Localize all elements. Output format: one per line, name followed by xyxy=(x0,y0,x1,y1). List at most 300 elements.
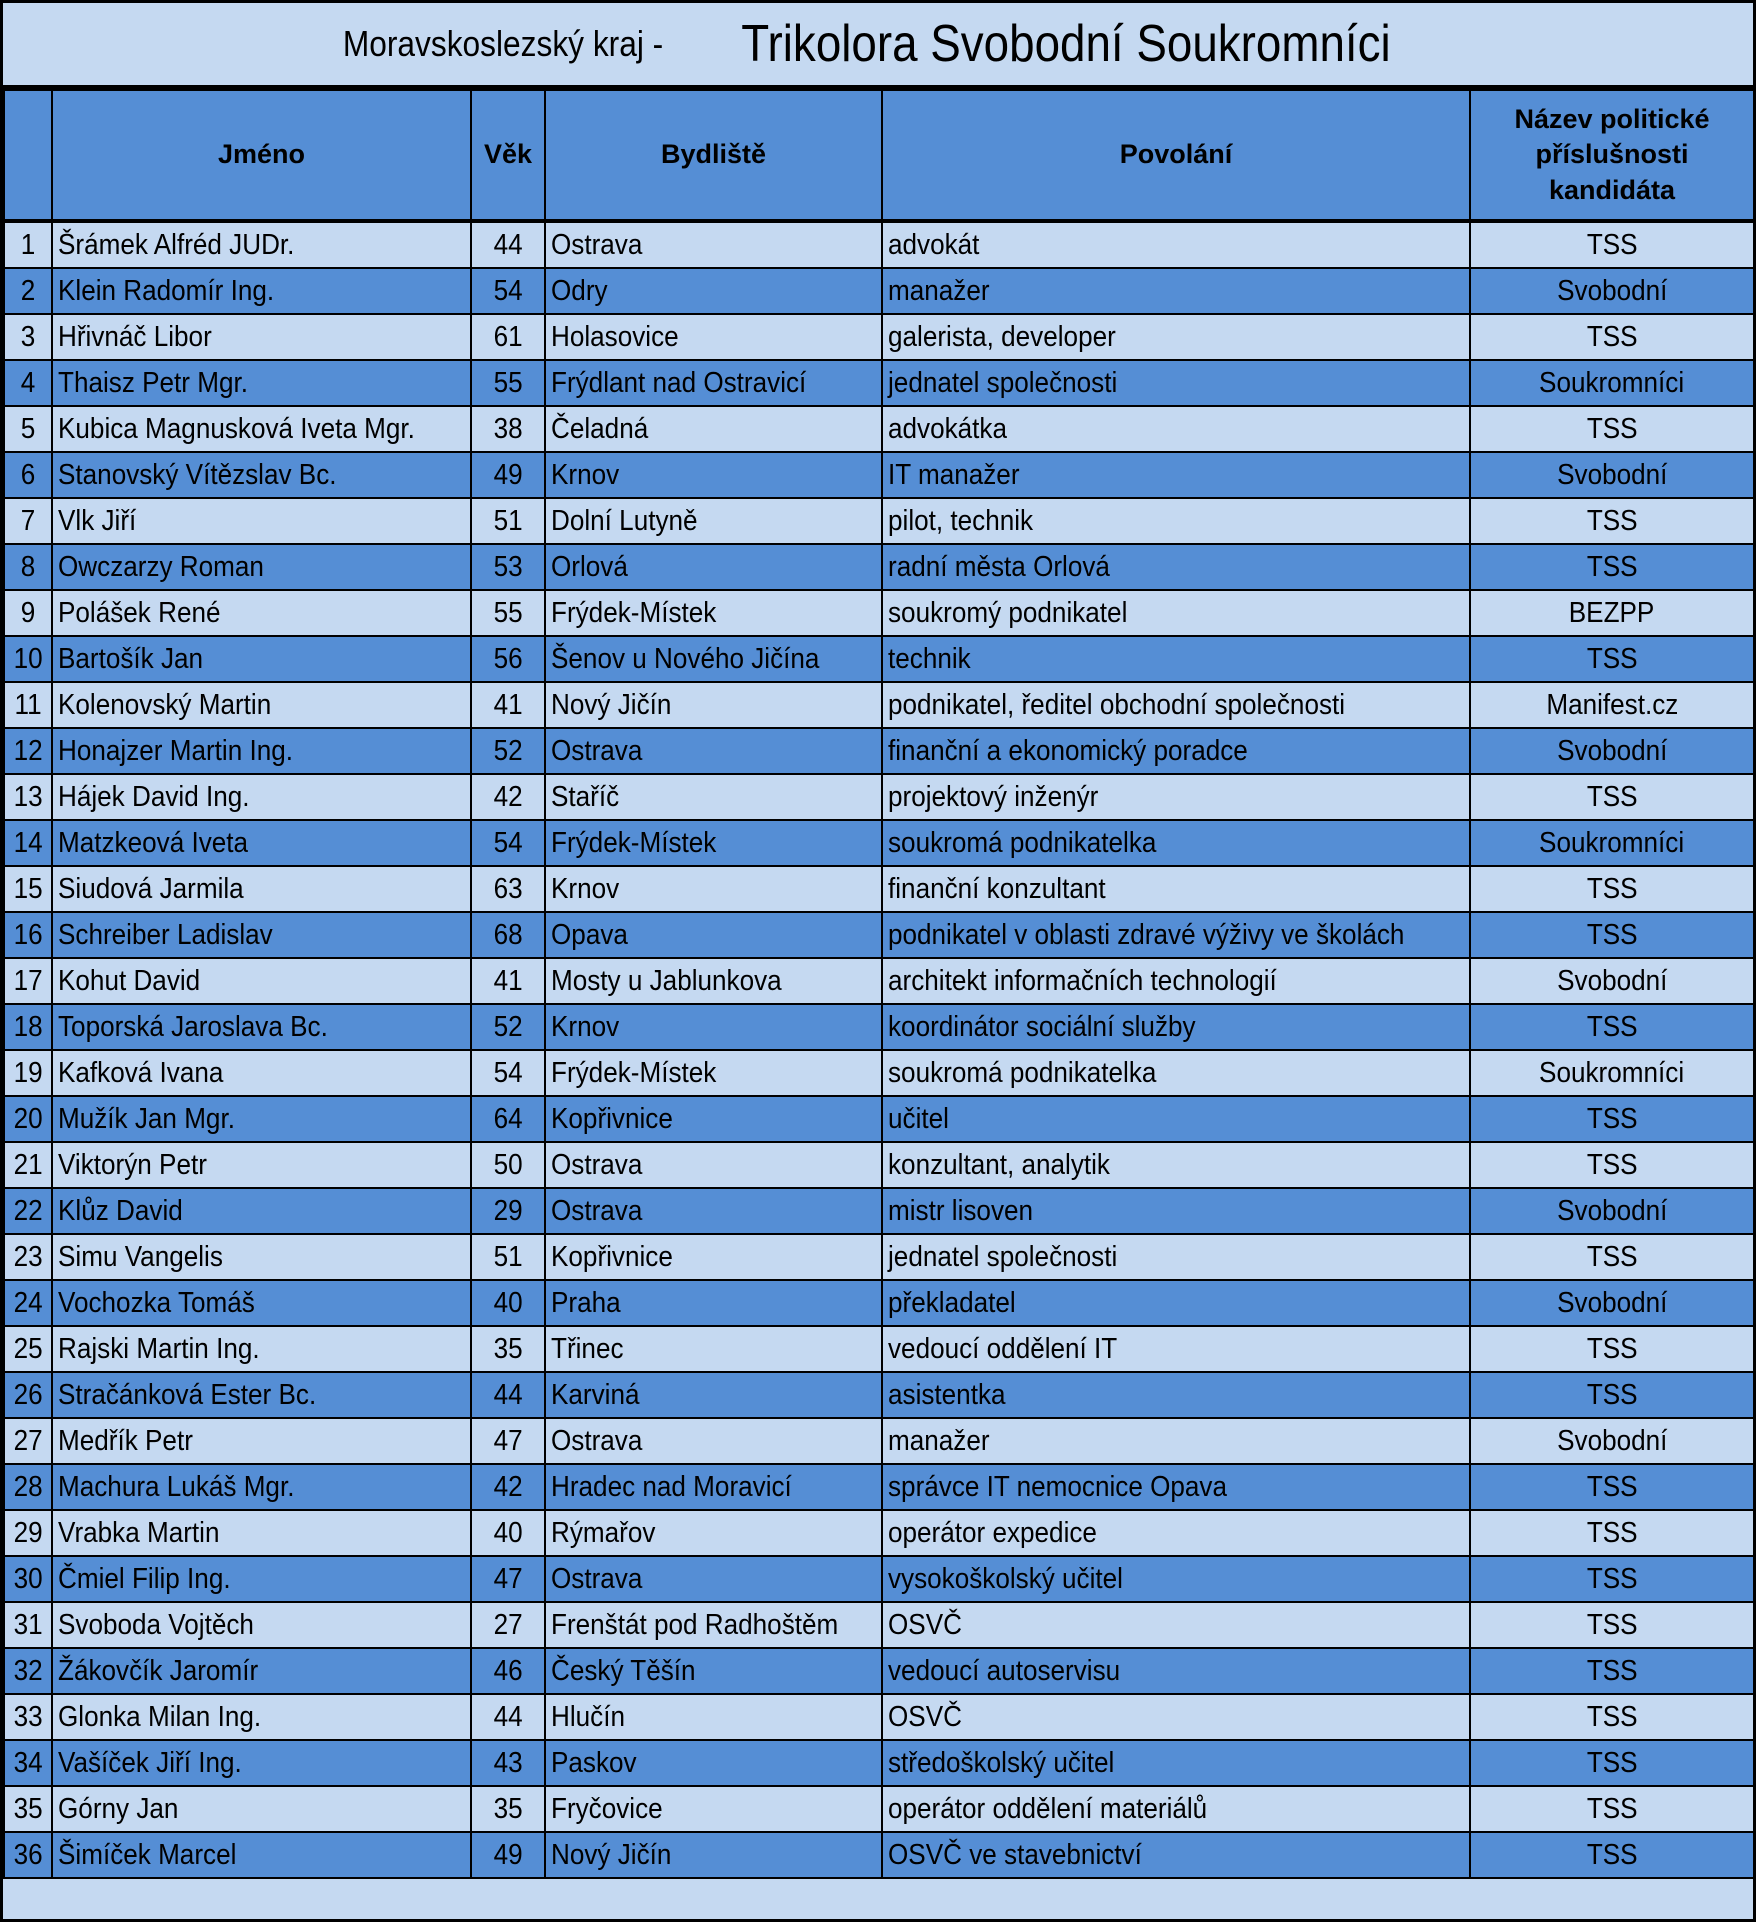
cell-party-text: TSS xyxy=(1586,1102,1638,1135)
cell-occupation xyxy=(882,590,1470,636)
cell-residence-text: Šenov u Nového Jičína xyxy=(551,642,820,675)
cell-residence-text: Karviná xyxy=(551,1378,640,1411)
cell-party-text: TSS xyxy=(1586,504,1638,537)
cell-occupation-text: mistr lisoven xyxy=(888,1194,1034,1227)
table-row xyxy=(4,682,1754,728)
cell-occupation-text: galerista, developer xyxy=(888,320,1116,353)
cell-party xyxy=(1470,544,1754,590)
cell-residence xyxy=(545,1786,882,1832)
cell-party-text: TSS xyxy=(1586,1148,1638,1181)
cell-age-text: 54 xyxy=(493,1056,523,1089)
cell-residence xyxy=(545,1556,882,1602)
cell-name xyxy=(52,728,471,774)
cell-residence xyxy=(545,1740,882,1786)
cell-residence-text: Ostrava xyxy=(551,1562,643,1595)
cell-age xyxy=(471,682,545,728)
cell-number xyxy=(4,866,52,912)
cell-occupation-text: správce IT nemocnice Opava xyxy=(888,1470,1227,1503)
cell-party-text: TSS xyxy=(1586,1378,1638,1411)
cell-party xyxy=(1470,1418,1754,1464)
table-row xyxy=(4,590,1754,636)
cell-name xyxy=(52,221,471,268)
cell-occupation xyxy=(882,452,1470,498)
cell-name xyxy=(52,1648,471,1694)
cell-party xyxy=(1470,1372,1754,1418)
cell-residence xyxy=(545,1418,882,1464)
cell-occupation xyxy=(882,1096,1470,1142)
cell-age-text: 51 xyxy=(493,1240,523,1273)
cell-name-text: Klein Radomír Ing. xyxy=(58,274,275,307)
cell-party xyxy=(1470,1050,1754,1096)
cell-occupation xyxy=(882,1556,1470,1602)
cell-age xyxy=(471,1142,545,1188)
cell-age xyxy=(471,912,545,958)
cell-occupation-text: pilot, technik xyxy=(888,504,1034,537)
cell-occupation-text: manažer xyxy=(888,1424,990,1457)
title-region: Moravskoslezský kraj - xyxy=(342,23,664,64)
cell-age-text: 29 xyxy=(493,1194,523,1227)
cell-residence xyxy=(545,1096,882,1142)
cell-number xyxy=(4,1418,52,1464)
table-row xyxy=(4,912,1754,958)
cell-number-text: 27 xyxy=(13,1424,43,1457)
cell-age-text: 53 xyxy=(493,550,523,583)
cell-name-text: Svoboda Vojtěch xyxy=(58,1608,254,1641)
cell-age xyxy=(471,360,545,406)
cell-party xyxy=(1470,1510,1754,1556)
cell-number-text: 7 xyxy=(20,504,36,537)
cell-number-text: 15 xyxy=(13,872,43,905)
cell-number-text: 26 xyxy=(13,1378,43,1411)
cell-name-text: Hájek David Ing. xyxy=(58,780,250,813)
cell-age xyxy=(471,820,545,866)
cell-age-text: 55 xyxy=(493,366,523,399)
table-row xyxy=(4,1740,1754,1786)
cell-number-text: 24 xyxy=(13,1286,43,1319)
cell-number-text: 23 xyxy=(13,1240,43,1273)
cell-residence-text: Orlová xyxy=(551,550,628,583)
cell-occupation-text: IT manažer xyxy=(888,458,1020,491)
header-party: Název politické příslušnosti kandidáta xyxy=(1470,90,1754,221)
cell-name xyxy=(52,1464,471,1510)
cell-name xyxy=(52,958,471,1004)
cell-residence xyxy=(545,1004,882,1050)
cell-occupation-text: finanční konzultant xyxy=(888,872,1106,905)
cell-residence xyxy=(545,958,882,1004)
cell-residence xyxy=(545,1510,882,1556)
cell-age xyxy=(471,1188,545,1234)
cell-age xyxy=(471,452,545,498)
cell-age xyxy=(471,498,545,544)
table-row xyxy=(4,774,1754,820)
cell-number xyxy=(4,774,52,820)
cell-number-text: 10 xyxy=(13,642,43,675)
cell-party-text: TSS xyxy=(1586,918,1638,951)
cell-party xyxy=(1470,1096,1754,1142)
cell-name-text: Siudová Jarmila xyxy=(58,872,244,905)
cell-residence-text: Ostrava xyxy=(551,734,643,767)
table-row xyxy=(4,1372,1754,1418)
cell-name-text: Polášek René xyxy=(58,596,221,629)
cell-name-text: Šimíček Marcel xyxy=(58,1838,237,1871)
cell-occupation-text: finanční a ekonomický poradce xyxy=(888,734,1248,767)
cell-residence-text: Frýdlant nad Ostravicí xyxy=(551,366,807,399)
cell-party xyxy=(1470,452,1754,498)
cell-occupation xyxy=(882,1234,1470,1280)
cell-age-text: 42 xyxy=(493,780,523,813)
table-row xyxy=(4,958,1754,1004)
cell-party xyxy=(1470,1234,1754,1280)
header-age: Věk xyxy=(471,90,545,221)
cell-occupation xyxy=(882,1004,1470,1050)
cell-age xyxy=(471,1096,545,1142)
header-occupation: Povolání xyxy=(882,90,1470,221)
cell-occupation-text: advokátka xyxy=(888,412,1007,445)
cell-age-text: 52 xyxy=(493,1010,523,1043)
cell-occupation-text: advokát xyxy=(888,228,980,261)
cell-party xyxy=(1470,406,1754,452)
cell-party-text: TSS xyxy=(1586,1470,1638,1503)
cell-name-text: Schreiber Ladislav xyxy=(58,918,273,951)
cell-age-text: 47 xyxy=(493,1562,523,1595)
table-row xyxy=(4,360,1754,406)
cell-occupation-text: soukromá podnikatelka xyxy=(888,826,1157,859)
title-party: Trikolora Svobodní Soukromníci xyxy=(741,15,1391,73)
cell-occupation-text: technik xyxy=(888,642,971,675)
cell-name xyxy=(52,682,471,728)
cell-occupation-text: architekt informačních technologií xyxy=(888,964,1277,997)
cell-party xyxy=(1470,774,1754,820)
cell-occupation-text: operátor oddělení materiálů xyxy=(888,1792,1208,1825)
cell-residence xyxy=(545,544,882,590)
cell-number xyxy=(4,1004,52,1050)
table-row xyxy=(4,1556,1754,1602)
cell-residence-text: Nový Jičín xyxy=(551,688,672,721)
cell-number xyxy=(4,360,52,406)
cell-occupation xyxy=(882,1648,1470,1694)
cell-residence-text: Holasovice xyxy=(551,320,679,353)
cell-party xyxy=(1470,1786,1754,1832)
cell-number xyxy=(4,1464,52,1510)
cell-age-text: 46 xyxy=(493,1654,523,1687)
cell-residence-text: Krnov xyxy=(551,1010,620,1043)
cell-party xyxy=(1470,590,1754,636)
cell-name-text: Stanovský Vítězslav Bc. xyxy=(58,458,337,491)
cell-name-text: Žákovčík Jaromír xyxy=(58,1654,259,1687)
cell-party-text: Svobodní xyxy=(1556,1194,1668,1227)
table-row xyxy=(4,1648,1754,1694)
cell-party xyxy=(1470,268,1754,314)
cell-residence xyxy=(545,406,882,452)
cell-occupation-text: manažer xyxy=(888,274,990,307)
cell-number-text: 2 xyxy=(20,274,36,307)
cell-number xyxy=(4,314,52,360)
cell-party-text: TSS xyxy=(1586,1010,1638,1043)
cell-party xyxy=(1470,1188,1754,1234)
cell-residence xyxy=(545,1602,882,1648)
cell-residence-text: Hlučín xyxy=(551,1700,625,1733)
cell-party-text: TSS xyxy=(1586,1746,1638,1779)
cell-party-text: TSS xyxy=(1586,1838,1638,1871)
cell-name xyxy=(52,636,471,682)
cell-number xyxy=(4,1786,52,1832)
cell-occupation-text: jednatel společnosti xyxy=(888,366,1118,399)
cell-party-text: TSS xyxy=(1586,1240,1638,1273)
table-row xyxy=(4,221,1754,268)
cell-number xyxy=(4,406,52,452)
cell-name xyxy=(52,1602,471,1648)
cell-occupation-text: jednatel společnosti xyxy=(888,1240,1118,1273)
cell-party xyxy=(1470,1464,1754,1510)
table-row xyxy=(4,1188,1754,1234)
cell-name-text: Toporská Jaroslava Bc. xyxy=(58,1010,328,1043)
cell-number xyxy=(4,1694,52,1740)
cell-number-text: 36 xyxy=(13,1838,43,1871)
cell-party-text: TSS xyxy=(1586,1792,1638,1825)
cell-occupation xyxy=(882,820,1470,866)
cell-name-text: Vochozka Tomáš xyxy=(58,1286,255,1319)
cell-number-text: 5 xyxy=(20,412,36,445)
cell-age-text: 55 xyxy=(493,596,523,629)
cell-age-text: 63 xyxy=(493,872,523,905)
cell-residence xyxy=(545,1648,882,1694)
cell-name-text: Medřík Petr xyxy=(58,1424,193,1457)
cell-residence-text: Frýdek-Místek xyxy=(551,596,717,629)
cell-residence-text: Odry xyxy=(551,274,608,307)
table-row xyxy=(4,452,1754,498)
cell-age xyxy=(471,1832,545,1878)
cell-party-text: Svobodní xyxy=(1556,274,1668,307)
cell-age-text: 44 xyxy=(493,1700,523,1733)
cell-number-text: 19 xyxy=(13,1056,43,1089)
cell-number-text: 4 xyxy=(20,366,36,399)
cell-name xyxy=(52,1418,471,1464)
cell-residence-text: Krnov xyxy=(551,458,620,491)
table-row xyxy=(4,1510,1754,1556)
cell-occupation xyxy=(882,1694,1470,1740)
cell-name-text: Simu Vangelis xyxy=(58,1240,223,1273)
cell-number-text: 32 xyxy=(13,1654,43,1687)
cell-number xyxy=(4,268,52,314)
cell-residence xyxy=(545,912,882,958)
cell-age-text: 43 xyxy=(493,1746,523,1779)
cell-party xyxy=(1470,958,1754,1004)
cell-number xyxy=(4,452,52,498)
cell-number-text: 13 xyxy=(13,780,43,813)
cell-name-text: Owczarzy Roman xyxy=(58,550,264,583)
cell-number xyxy=(4,958,52,1004)
cell-age-text: 61 xyxy=(493,320,523,353)
cell-occupation-text: učitel xyxy=(888,1102,949,1135)
cell-party xyxy=(1470,1648,1754,1694)
cell-age xyxy=(471,1740,545,1786)
cell-residence xyxy=(545,1234,882,1280)
cell-age xyxy=(471,406,545,452)
cell-occupation-text: vedoucí autoservisu xyxy=(888,1654,1121,1687)
cell-number xyxy=(4,221,52,268)
cell-number xyxy=(4,1280,52,1326)
cell-age-text: 54 xyxy=(493,826,523,859)
header-residence: Bydliště xyxy=(545,90,882,221)
cell-age-text: 50 xyxy=(493,1148,523,1181)
cell-number xyxy=(4,1096,52,1142)
cell-party-text: Svobodní xyxy=(1556,964,1668,997)
cell-age-text: 27 xyxy=(493,1608,523,1641)
cell-name-text: Šrámek Alfréd JUDr. xyxy=(58,228,295,261)
table-row xyxy=(4,1050,1754,1096)
cell-name-text: Vašíček Jiří Ing. xyxy=(58,1746,242,1779)
cell-age xyxy=(471,268,545,314)
cell-age-text: 49 xyxy=(493,458,523,491)
cell-name xyxy=(52,590,471,636)
cell-residence xyxy=(545,1050,882,1096)
cell-occupation xyxy=(882,682,1470,728)
cell-age xyxy=(471,1234,545,1280)
cell-residence-text: Frenštát pod Radhoštěm xyxy=(551,1608,839,1641)
cell-occupation xyxy=(882,774,1470,820)
cell-name-text: Hřivnáč Libor xyxy=(58,320,212,353)
cell-number-text: 6 xyxy=(20,458,36,491)
cell-party xyxy=(1470,728,1754,774)
cell-residence-text: Čeladná xyxy=(551,412,649,445)
cell-party xyxy=(1470,1832,1754,1878)
cell-age-text: 51 xyxy=(493,504,523,537)
cell-residence-text: Opava xyxy=(551,918,628,951)
cell-age-text: 56 xyxy=(493,642,523,675)
cell-party xyxy=(1470,498,1754,544)
cell-name xyxy=(52,1096,471,1142)
cell-occupation-text: OSVČ ve stavebnictví xyxy=(888,1838,1142,1871)
cell-number-text: 17 xyxy=(13,964,43,997)
cell-name xyxy=(52,1832,471,1878)
cell-name xyxy=(52,314,471,360)
cell-name xyxy=(52,912,471,958)
cell-residence-text: Mosty u Jablunkova xyxy=(551,964,782,997)
cell-party xyxy=(1470,314,1754,360)
cell-party-text: TSS xyxy=(1586,320,1638,353)
cell-occupation xyxy=(882,1142,1470,1188)
cell-number xyxy=(4,1556,52,1602)
cell-number xyxy=(4,1142,52,1188)
cell-number-text: 8 xyxy=(20,550,36,583)
cell-name-text: Mužík Jan Mgr. xyxy=(58,1102,235,1135)
cell-residence xyxy=(545,314,882,360)
cell-residence xyxy=(545,774,882,820)
cell-occupation-text: asistentka xyxy=(888,1378,1006,1411)
cell-residence-text: Třinec xyxy=(551,1332,624,1365)
cell-residence-text: Fryčovice xyxy=(551,1792,663,1825)
cell-residence xyxy=(545,1372,882,1418)
cell-number-text: 21 xyxy=(13,1148,43,1181)
cell-residence xyxy=(545,1142,882,1188)
cell-name-text: Kubica Magnusková Iveta Mgr. xyxy=(58,412,415,445)
cell-occupation xyxy=(882,498,1470,544)
cell-occupation-text: podnikatel, ředitel obchodní společnosti xyxy=(888,688,1346,721)
cell-occupation-text: středoškolský učitel xyxy=(888,1746,1115,1779)
cell-name xyxy=(52,1372,471,1418)
table-row xyxy=(4,1234,1754,1280)
cell-occupation xyxy=(882,1740,1470,1786)
table-row xyxy=(4,1004,1754,1050)
cell-age xyxy=(471,1786,545,1832)
table-row xyxy=(4,636,1754,682)
cell-occupation-text: operátor expedice xyxy=(888,1516,1097,1549)
cell-occupation xyxy=(882,1372,1470,1418)
cell-name xyxy=(52,544,471,590)
cell-residence-text: Ostrava xyxy=(551,1194,643,1227)
table-header xyxy=(4,90,1754,221)
cell-number-text: 30 xyxy=(13,1562,43,1595)
cell-name-text: Klůz David xyxy=(58,1194,183,1227)
cell-name xyxy=(52,360,471,406)
header-name: Jméno xyxy=(52,90,471,221)
cell-age-text: 40 xyxy=(493,1286,523,1319)
cell-occupation xyxy=(882,728,1470,774)
cell-age xyxy=(471,544,545,590)
table-body xyxy=(4,221,1754,1878)
cell-number-text: 16 xyxy=(13,918,43,951)
cell-number xyxy=(4,590,52,636)
cell-name xyxy=(52,406,471,452)
cell-name xyxy=(52,774,471,820)
cell-occupation xyxy=(882,1786,1470,1832)
cell-number-text: 12 xyxy=(13,734,43,767)
cell-occupation xyxy=(882,221,1470,268)
cell-occupation xyxy=(882,1326,1470,1372)
cell-occupation-text: soukromý podnikatel xyxy=(888,596,1128,629)
cell-age xyxy=(471,1326,545,1372)
cell-party-text: TSS xyxy=(1586,642,1638,675)
cell-party-text: Svobodní xyxy=(1556,458,1668,491)
cell-number xyxy=(4,1326,52,1372)
cell-party xyxy=(1470,820,1754,866)
table-row xyxy=(4,406,1754,452)
table-row xyxy=(4,1326,1754,1372)
cell-party-text: TSS xyxy=(1586,1516,1638,1549)
cell-residence xyxy=(545,498,882,544)
cell-occupation-text: konzultant, analytik xyxy=(888,1148,1110,1181)
cell-number-text: 35 xyxy=(13,1792,43,1825)
cell-residence xyxy=(545,820,882,866)
cell-number-text: 22 xyxy=(13,1194,43,1227)
cell-name xyxy=(52,1556,471,1602)
cell-name-text: Čmiel Filip Ing. xyxy=(58,1562,231,1595)
cell-party xyxy=(1470,1142,1754,1188)
cell-residence xyxy=(545,360,882,406)
cell-name xyxy=(52,1740,471,1786)
cell-occupation xyxy=(882,866,1470,912)
cell-number-text: 34 xyxy=(13,1746,43,1779)
candidate-table xyxy=(3,89,1755,1879)
cell-age-text: 64 xyxy=(493,1102,523,1135)
cell-party-text: Svobodní xyxy=(1556,1286,1668,1319)
cell-age-text: 68 xyxy=(493,918,523,951)
cell-party xyxy=(1470,1602,1754,1648)
cell-party xyxy=(1470,360,1754,406)
cell-residence-text: Dolní Lutyně xyxy=(551,504,698,537)
table-row xyxy=(4,498,1754,544)
cell-party-text: TSS xyxy=(1586,1700,1638,1733)
cell-number xyxy=(4,1740,52,1786)
cell-residence xyxy=(545,268,882,314)
cell-party-text: TSS xyxy=(1586,1562,1638,1595)
cell-occupation xyxy=(882,1188,1470,1234)
cell-age xyxy=(471,958,545,1004)
cell-age xyxy=(471,774,545,820)
cell-residence xyxy=(545,1832,882,1878)
cell-number xyxy=(4,1234,52,1280)
cell-residence-text: Frýdek-Místek xyxy=(551,826,717,859)
